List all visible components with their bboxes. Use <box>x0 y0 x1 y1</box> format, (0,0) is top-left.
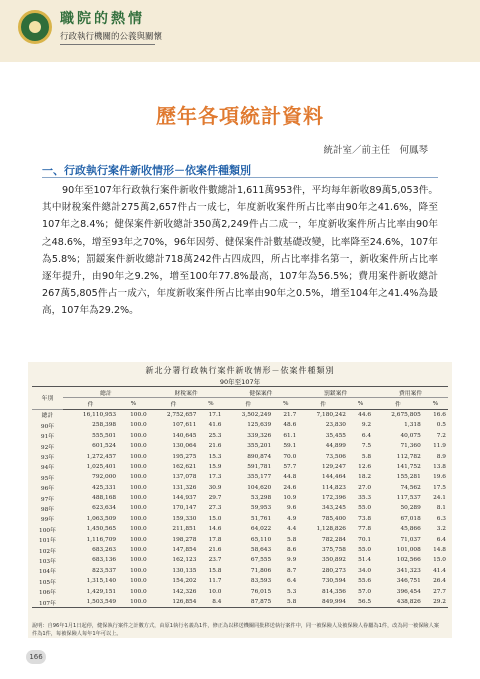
value-cell: 102,566 <box>396 557 421 564</box>
magazine-title: 職院的熱情 <box>60 11 145 27</box>
value-cell: 24.1 <box>433 495 446 502</box>
value-cell: 1,272,457 <box>86 453 117 460</box>
year-cell: 96年 <box>40 486 55 493</box>
value-cell: 162,621 <box>172 463 197 470</box>
value-cell: 35,455 <box>325 432 346 439</box>
value-cell: 101,008 <box>396 547 421 554</box>
year-cell: 100年 <box>39 527 56 534</box>
magazine-header <box>0 0 480 62</box>
col-count: 件 <box>298 398 348 409</box>
value-cell: 55.0 <box>358 505 372 512</box>
value-cell: 57.0 <box>358 588 372 595</box>
table-row <box>32 555 448 565</box>
value-cell: 623,634 <box>92 505 117 512</box>
value-cell: 3.2 <box>436 526 446 533</box>
value-cell: 50,289 <box>400 505 421 512</box>
year-cell: 91年 <box>40 434 55 441</box>
value-cell: 6.4 <box>287 578 297 585</box>
value-cell: 100.0 <box>130 557 147 564</box>
value-cell: 258,398 <box>92 422 117 429</box>
value-cell: 100.0 <box>130 526 147 533</box>
value-cell: 67,555 <box>250 557 272 564</box>
group-header-fine: 罰鍰案件 <box>298 387 373 398</box>
value-cell: 280,273 <box>322 567 346 574</box>
value-cell: 71,806 <box>250 567 272 574</box>
table-row <box>32 441 448 451</box>
group-header-health: 健保案件 <box>223 387 298 398</box>
value-cell: 100.0 <box>130 432 147 439</box>
year-cell: 98年 <box>40 506 55 513</box>
value-cell: 159,330 <box>172 515 197 522</box>
value-cell: 24.6 <box>283 484 297 491</box>
value-cell: 396,454 <box>396 588 421 595</box>
value-cell: 100.0 <box>130 588 147 595</box>
value-cell: 18.2 <box>358 474 372 481</box>
value-cell: 1,315,140 <box>86 578 117 585</box>
value-cell: 76,015 <box>250 588 272 595</box>
agency-logo-icon <box>18 10 52 44</box>
value-cell: 100.0 <box>130 443 147 450</box>
value-cell: 100.0 <box>130 484 147 491</box>
value-cell: 100.0 <box>130 411 147 418</box>
year-cell: 97年 <box>40 496 55 503</box>
value-cell: 343,245 <box>322 505 346 512</box>
value-cell: 1,429,151 <box>86 588 117 595</box>
value-cell: 100.0 <box>130 495 147 502</box>
value-cell: 87,875 <box>223 597 273 608</box>
value-cell: 5.3 <box>287 588 297 595</box>
value-cell: 21.6 <box>208 443 222 450</box>
value-cell: 144,937 <box>172 495 197 502</box>
value-cell: 15.0 <box>433 557 446 564</box>
table-row <box>32 409 448 420</box>
value-cell: 9.2 <box>361 422 372 429</box>
value-cell: 21.6 <box>208 547 222 554</box>
value-cell: 23.7 <box>208 557 222 564</box>
year-cell: 102年 <box>39 548 56 555</box>
value-cell: 35.3 <box>358 495 372 502</box>
value-cell: 100.0 <box>130 567 147 574</box>
col-pct: % <box>273 398 298 409</box>
group-header-total: 總計 <box>63 387 149 398</box>
col-pct: % <box>348 398 373 409</box>
value-cell: 1,503,549 <box>63 597 118 608</box>
value-cell: 25.3 <box>208 432 222 439</box>
value-cell: 147,854 <box>172 547 197 554</box>
table-row <box>32 483 448 493</box>
value-cell: 1,116,709 <box>86 536 117 543</box>
table-row <box>32 514 448 524</box>
value-cell: 8.1 <box>436 505 446 512</box>
value-cell: 172,396 <box>322 495 346 502</box>
table-row <box>32 451 448 461</box>
table-row <box>32 597 448 608</box>
value-cell: 5.8 <box>361 453 372 460</box>
year-cell: 107年 <box>32 597 63 608</box>
value-cell: 73.8 <box>358 515 372 522</box>
value-cell: 10.9 <box>283 495 297 502</box>
value-cell: 195,275 <box>172 453 197 460</box>
value-cell: 11.9 <box>433 443 446 450</box>
group-header-fee: 費用案件 <box>373 387 448 398</box>
year-cell: 90年 <box>40 423 55 430</box>
value-cell: 40,075 <box>400 432 421 439</box>
page-title: 歷年各項統計資料 <box>156 104 324 128</box>
year-cell: 94年 <box>40 465 55 472</box>
value-cell: 30.9 <box>208 484 222 491</box>
table-row <box>32 576 448 586</box>
value-cell: 55.0 <box>358 547 372 554</box>
col-count: 件 <box>63 398 118 409</box>
value-cell: 8.9 <box>436 453 446 460</box>
value-cell: 71,037 <box>400 536 421 543</box>
value-cell: 15.0 <box>208 515 222 522</box>
col-pct: % <box>198 398 223 409</box>
value-cell: 100.0 <box>130 463 147 470</box>
value-cell: 44,899 <box>325 443 346 450</box>
value-cell: 823,537 <box>92 567 117 574</box>
year-header: 年別 <box>32 387 63 410</box>
value-cell: 375,758 <box>322 547 346 554</box>
value-cell: 9.6 <box>287 505 297 512</box>
value-cell: 144,464 <box>322 474 346 481</box>
value-cell: 16,110,953 <box>82 411 117 418</box>
value-cell: 555,501 <box>92 432 117 439</box>
value-cell: 100.0 <box>130 536 147 543</box>
value-cell: 4.9 <box>287 515 297 522</box>
value-cell: 7,180,242 <box>316 411 346 418</box>
value-cell: 155,281 <box>396 474 421 481</box>
value-cell: 12.6 <box>358 463 372 470</box>
value-cell: 59.1 <box>283 443 297 450</box>
year-cell: 92年 <box>40 444 55 451</box>
value-cell: 45,866 <box>400 526 421 533</box>
value-cell: 355,201 <box>247 443 272 450</box>
value-cell: 10.0 <box>208 588 222 595</box>
value-cell: 100.0 <box>130 515 147 522</box>
value-cell: 27.0 <box>358 484 372 491</box>
value-cell: 425,331 <box>92 484 117 491</box>
stats-table <box>32 386 448 608</box>
body-paragraph: 90年至107年行政執行案件新收件數總計1,611萬953件，平均每年新收89萬5,053件。其中財稅案件總計275萬2,657件占一成七，年度新收案件所占比率由90年之41.6%，降至107年之8.4%；健保案件新收總計350萬2,249件占二成一，年度新收案件所占比率由90年之48.6%，增至93年之70%，96年因勞、健保案件計數基礎改變，比率降至24.6%，107年為5.8%；罰鍰案件新收總計718萬242件占四成四，所占比率排名第一，新收案件所占比率逐年提升，由90年之9.2%，增至100年77.8%最高，107年為56.5%；費用案件新收總計267萬5,805件占一成六，年度新收案件所占比率由90年之0.5%，增至104年之41.4%為最高，107年為29.2%。 <box>42 185 438 317</box>
table-row <box>32 534 448 544</box>
value-cell: 55.6 <box>358 578 372 585</box>
value-cell: 5.8 <box>287 536 297 543</box>
value-cell: 890,874 <box>247 453 272 460</box>
value-cell: 5.8 <box>273 597 298 608</box>
value-cell: 355,177 <box>247 474 272 481</box>
page-number: 166 <box>26 650 46 664</box>
magazine-subtitle: 行政執行機關的公義與關懷 <box>60 32 163 42</box>
value-cell: 11.7 <box>208 578 222 585</box>
value-cell: 14.8 <box>433 547 446 554</box>
value-cell: 51,761 <box>250 515 272 522</box>
value-cell: 2,752,657 <box>166 411 197 418</box>
value-cell: 114,823 <box>322 484 346 491</box>
value-cell: 129,247 <box>322 463 346 470</box>
value-cell: 112,782 <box>396 453 421 460</box>
year-cell: 106年 <box>39 590 56 597</box>
value-cell: 100.0 <box>118 597 149 608</box>
value-cell: 341,323 <box>396 567 421 574</box>
value-cell: 198,278 <box>172 536 197 543</box>
value-cell: 67,018 <box>400 515 421 522</box>
table-row <box>32 431 448 441</box>
value-cell: 683,263 <box>92 547 117 554</box>
value-cell: 1,318 <box>404 422 421 429</box>
value-cell: 2,675,805 <box>391 411 421 418</box>
value-cell: 58,643 <box>250 547 272 554</box>
year-cell: 93年 <box>40 455 55 462</box>
value-cell: 17.1 <box>208 411 222 418</box>
value-cell: 14.6 <box>208 526 222 533</box>
value-cell: 4.4 <box>287 526 297 533</box>
value-cell: 15.9 <box>208 463 222 470</box>
value-cell: 792,000 <box>92 474 117 481</box>
value-cell: 142,326 <box>172 588 197 595</box>
value-cell: 170,147 <box>172 505 197 512</box>
value-cell: 73,506 <box>325 453 346 460</box>
value-cell: 100.0 <box>130 547 147 554</box>
value-cell: 7.2 <box>436 432 446 439</box>
value-cell: 65,110 <box>250 536 272 543</box>
value-cell: 6.4 <box>361 432 372 439</box>
value-cell: 849,994 <box>298 597 348 608</box>
year-cell: 103年 <box>39 558 56 565</box>
table-period: 90年至107年 <box>219 378 261 386</box>
value-cell: 3,502,249 <box>241 411 272 418</box>
value-cell: 104,620 <box>247 484 272 491</box>
value-cell: 53,298 <box>250 495 272 502</box>
year-cell: 95年 <box>40 475 55 482</box>
value-cell: 1,128,826 <box>316 526 346 533</box>
value-cell: 1,025,401 <box>86 463 117 470</box>
value-cell: 6.3 <box>436 515 446 522</box>
value-cell: 130,064 <box>172 443 197 450</box>
value-cell: 100.0 <box>130 422 147 429</box>
value-cell: 29.2 <box>423 597 448 608</box>
value-cell: 17.8 <box>208 536 222 543</box>
value-cell: 17.3 <box>208 474 222 481</box>
value-cell: 130,135 <box>172 567 197 574</box>
value-cell: 13.8 <box>433 463 446 470</box>
value-cell: 8.7 <box>287 567 297 574</box>
value-cell: 140,645 <box>172 432 197 439</box>
value-cell: 0.5 <box>436 422 446 429</box>
value-cell: 77.8 <box>358 526 372 533</box>
value-cell: 56.5 <box>348 597 373 608</box>
value-cell: 27.7 <box>433 588 446 595</box>
value-cell: 83,593 <box>250 578 272 585</box>
value-cell: 117,537 <box>396 495 421 502</box>
value-cell: 100.0 <box>130 505 147 512</box>
value-cell: 41.6 <box>208 422 222 429</box>
value-cell: 782,284 <box>322 536 346 543</box>
value-cell: 6.4 <box>436 536 446 543</box>
value-cell: 1,063,509 <box>86 515 117 522</box>
value-cell: 438,826 <box>373 597 423 608</box>
value-cell: 44.6 <box>358 411 372 418</box>
table-row <box>32 586 448 596</box>
value-cell: 211,851 <box>172 526 197 533</box>
value-cell: 350,892 <box>322 557 346 564</box>
value-cell: 131,326 <box>172 484 197 491</box>
value-cell: 339,326 <box>247 432 272 439</box>
table-row <box>32 472 448 482</box>
table-row <box>32 545 448 555</box>
table-title: 新北分署行政執行案件新收情形－依案件種類別 <box>145 366 335 375</box>
col-count: 件 <box>149 398 199 409</box>
year-cell: 105年 <box>39 579 56 586</box>
value-cell: 17.5 <box>433 484 446 491</box>
value-cell: 8.6 <box>287 547 297 554</box>
value-cell: 59,953 <box>250 505 272 512</box>
value-cell: 34.0 <box>358 567 372 574</box>
value-cell: 41.4 <box>433 567 446 574</box>
section-divider <box>42 177 438 178</box>
col-count: 件 <box>223 398 273 409</box>
value-cell: 15.8 <box>208 567 222 574</box>
value-cell: 7.5 <box>361 443 372 450</box>
year-cell: 104年 <box>39 569 56 576</box>
value-cell: 23,830 <box>325 422 346 429</box>
value-cell: 137,078 <box>172 474 197 481</box>
table-row <box>32 462 448 472</box>
value-cell: 70.1 <box>358 536 372 543</box>
value-cell: 488,168 <box>92 495 117 502</box>
value-cell: 9.9 <box>287 557 297 564</box>
table-row <box>32 420 448 430</box>
col-count: 件 <box>373 398 423 409</box>
value-cell: 27.3 <box>208 505 222 512</box>
value-cell: 57.7 <box>283 463 297 470</box>
value-cell: 141,752 <box>396 463 421 470</box>
value-cell: 74,562 <box>400 484 421 491</box>
value-cell: 683,136 <box>92 557 117 564</box>
value-cell: 100.0 <box>130 474 147 481</box>
value-cell: 19.6 <box>433 474 446 481</box>
value-cell: 107,611 <box>172 422 197 429</box>
value-cell: 785,400 <box>322 515 346 522</box>
col-pct: % <box>118 398 149 409</box>
value-cell: 154,202 <box>172 578 197 585</box>
value-cell: 64,022 <box>250 526 272 533</box>
value-cell: 51.4 <box>358 557 372 564</box>
year-cell: 總計 <box>41 413 54 420</box>
stats-table-body <box>32 409 448 607</box>
value-cell: 26.4 <box>433 578 446 585</box>
table-row <box>32 503 448 513</box>
value-cell: 61.1 <box>283 432 297 439</box>
year-cell: 101年 <box>39 538 56 545</box>
group-header-tax: 財稅案件 <box>149 387 224 398</box>
value-cell: 125,639 <box>247 422 272 429</box>
table-row <box>32 493 448 503</box>
col-pct: % <box>423 398 448 409</box>
value-cell: 814,356 <box>322 588 346 595</box>
value-cell: 8.4 <box>198 597 223 608</box>
table-note: 說明：自96年1月1日起停，健保執行案件之計數方式，由原1執行名義為1件，修正為以移送機關同批移送執行案件中，同一被保險人及被保險人眷屬為1件，改為同一被保險人案件為1件，每被保險人每年1年可以上。 <box>32 623 439 637</box>
table-row <box>32 566 448 576</box>
author-line: 統計室／前主任 何鳳琴 <box>323 145 428 156</box>
value-cell: 730,594 <box>322 578 346 585</box>
value-cell: 21.7 <box>283 411 297 418</box>
section-heading: 一、行政執行案件新收情形－依案件種類別 <box>42 164 251 177</box>
value-cell: 71,360 <box>400 443 421 450</box>
value-cell: 601,524 <box>92 443 117 450</box>
value-cell: 100.0 <box>130 453 147 460</box>
year-cell: 99年 <box>40 517 55 524</box>
value-cell: 162,123 <box>172 557 197 564</box>
value-cell: 591,781 <box>247 463 272 470</box>
value-cell: 70.0 <box>283 453 297 460</box>
header-divider <box>60 44 155 45</box>
value-cell: 16.6 <box>433 411 446 418</box>
table-row <box>32 524 448 534</box>
value-cell: 1,450,565 <box>86 526 117 533</box>
value-cell: 126,854 <box>149 597 199 608</box>
value-cell: 44.8 <box>283 474 297 481</box>
value-cell: 48.6 <box>283 422 297 429</box>
value-cell: 29.7 <box>208 495 222 502</box>
value-cell: 346,751 <box>396 578 421 585</box>
value-cell: 100.0 <box>130 578 147 585</box>
value-cell: 15.3 <box>208 453 222 460</box>
